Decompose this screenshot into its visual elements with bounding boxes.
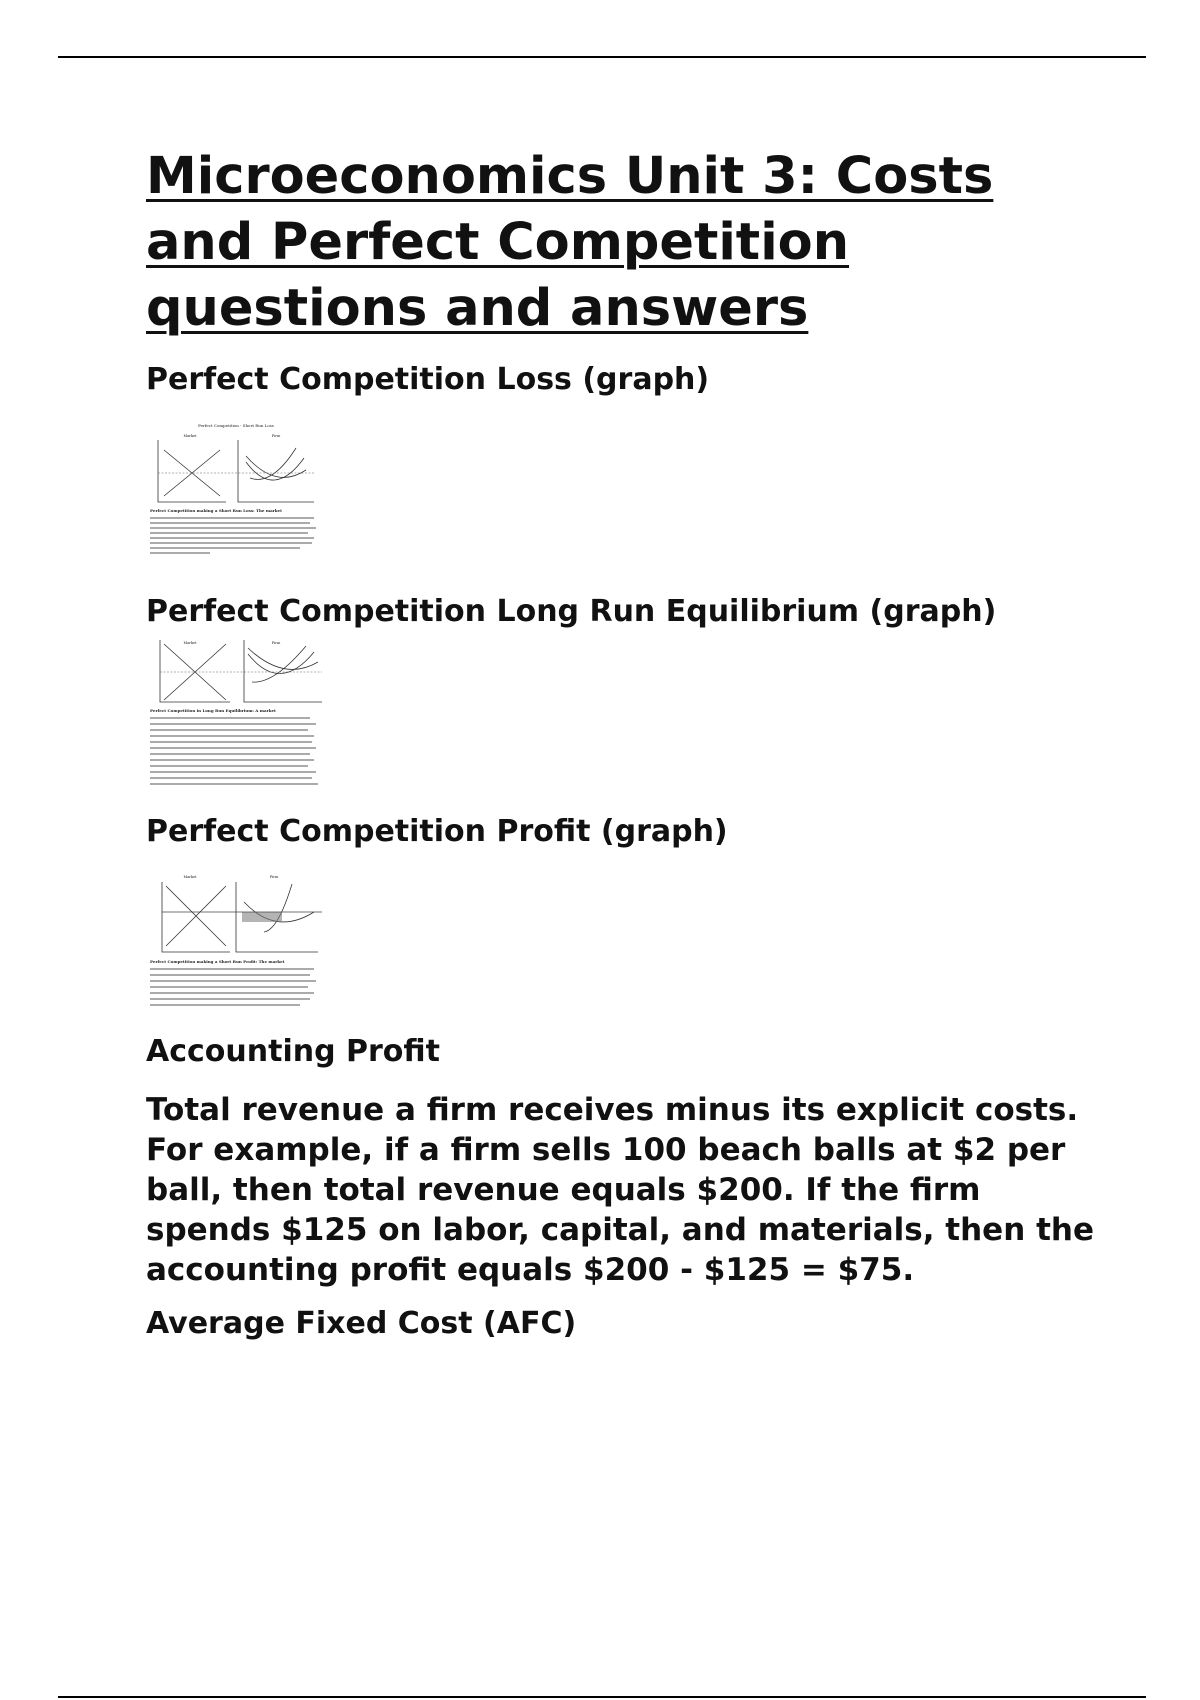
loss-graph-caption: Perfect Competition making a Short Run Loss: The market [150,508,282,513]
section-heading-profit: Perfect Competition Profit (graph) [146,814,728,849]
long-run-equilibrium-graph-image [146,638,1106,798]
section-heading-long-run: Perfect Competition Long Run Equilibrium (graph) [146,594,997,629]
loss-graph-panel-right: Firm [271,434,281,438]
profit-graph-image [146,872,1106,1012]
loss-graph-image [146,420,1106,570]
loss-graph-title: Perfect Competition - Short Run Loss [198,423,274,428]
top-rule [58,56,1146,58]
long-run-graph-panel-right: Firm [271,641,281,645]
long-run-graph-caption: Perfect Competition in Long Run Equilibrium: A market [150,708,276,713]
section-heading-loss: Perfect Competition Loss (graph) [146,362,710,397]
long-run-graph-panel-left: Market [183,641,197,645]
section-heading-average-fixed-cost: Average Fixed Cost (AFC) [146,1306,577,1341]
document-content [146,144,1106,1344]
profit-graph-caption: Perfect Competition making a Short Run Profit: The market [150,959,285,964]
accounting-profit-definition: Total revenue a firm receives minus its explicit costs. For example, if a firm sells 100 beach balls at $2 per ball, then total revenue equals $200. If the firm spends $125 on labor, capital, and materials, then the accounting profit equals $200 - $125 = $75. [146,1092,1094,1288]
profit-graph-panel-right: Firm [269,875,279,879]
section-heading-accounting-profit: Accounting Profit [146,1034,440,1069]
profit-graph-panel-left: Market [183,875,197,879]
loss-graph-panel-left: Market [183,434,197,438]
document-title: Microeconomics Unit 3: Costs and Perfect Competition questions and answers [146,147,994,338]
bottom-rule [58,1696,1146,1698]
